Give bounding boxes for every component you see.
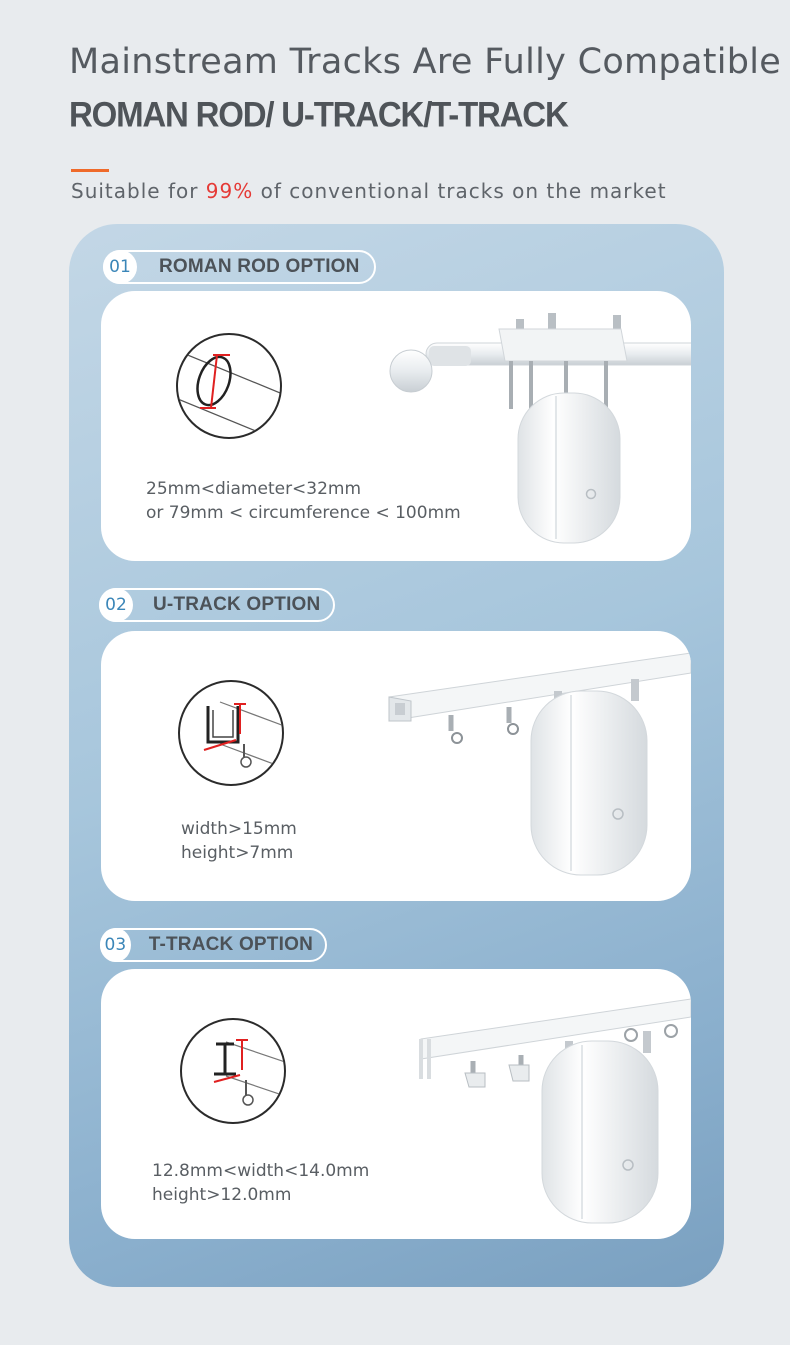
tagline-text-before: Suitable for	[71, 179, 206, 203]
spec-line-2: or 79mm < circumference < 100mm	[146, 503, 461, 523]
option-label: U-TRACK OPTION	[153, 594, 321, 615]
round-rod-diameter-icon	[176, 333, 282, 439]
option-badge-u-track	[99, 588, 335, 622]
page-subtitle: ROMAN ROD/ U-TRACK/T-TRACK	[69, 94, 568, 134]
curtain-motor-on-roman-rod	[381, 291, 691, 561]
accent-divider	[71, 169, 109, 172]
option-card-roman-rod	[101, 291, 691, 561]
curtain-motor-on-u-track	[381, 631, 691, 901]
tagline	[71, 179, 667, 203]
t-track-dimension-icon	[180, 1018, 286, 1124]
option-card-t-track	[101, 969, 691, 1239]
option-badge-roman-rod	[103, 250, 376, 284]
spec-line-1: 12.8mm<width<14.0mm	[152, 1161, 370, 1181]
spec-line-2: height>7mm	[181, 843, 294, 863]
spec-line-2: height>12.0mm	[152, 1185, 292, 1205]
spec-line-1: 25mm<diameter<32mm	[146, 479, 362, 499]
option-number: 01	[103, 250, 137, 284]
tagline-text-after: of conventional tracks on the market	[253, 179, 667, 203]
u-track-dimension-icon	[178, 680, 284, 786]
tagline-highlight: 99%	[205, 179, 254, 203]
spec-line-1: width>15mm	[181, 819, 297, 839]
option-spec	[181, 817, 297, 865]
option-number: 03	[100, 928, 131, 962]
option-spec	[152, 1159, 369, 1207]
curtain-motor-on-t-track	[381, 969, 691, 1239]
option-label: ROMAN ROD OPTION	[159, 256, 360, 277]
option-card-u-track	[101, 631, 691, 901]
page-title: Mainstream Tracks Are Fully Compatible	[69, 42, 782, 82]
option-badge-t-track	[100, 928, 327, 962]
option-number: 02	[99, 588, 133, 622]
option-label: T-TRACK OPTION	[148, 934, 313, 955]
